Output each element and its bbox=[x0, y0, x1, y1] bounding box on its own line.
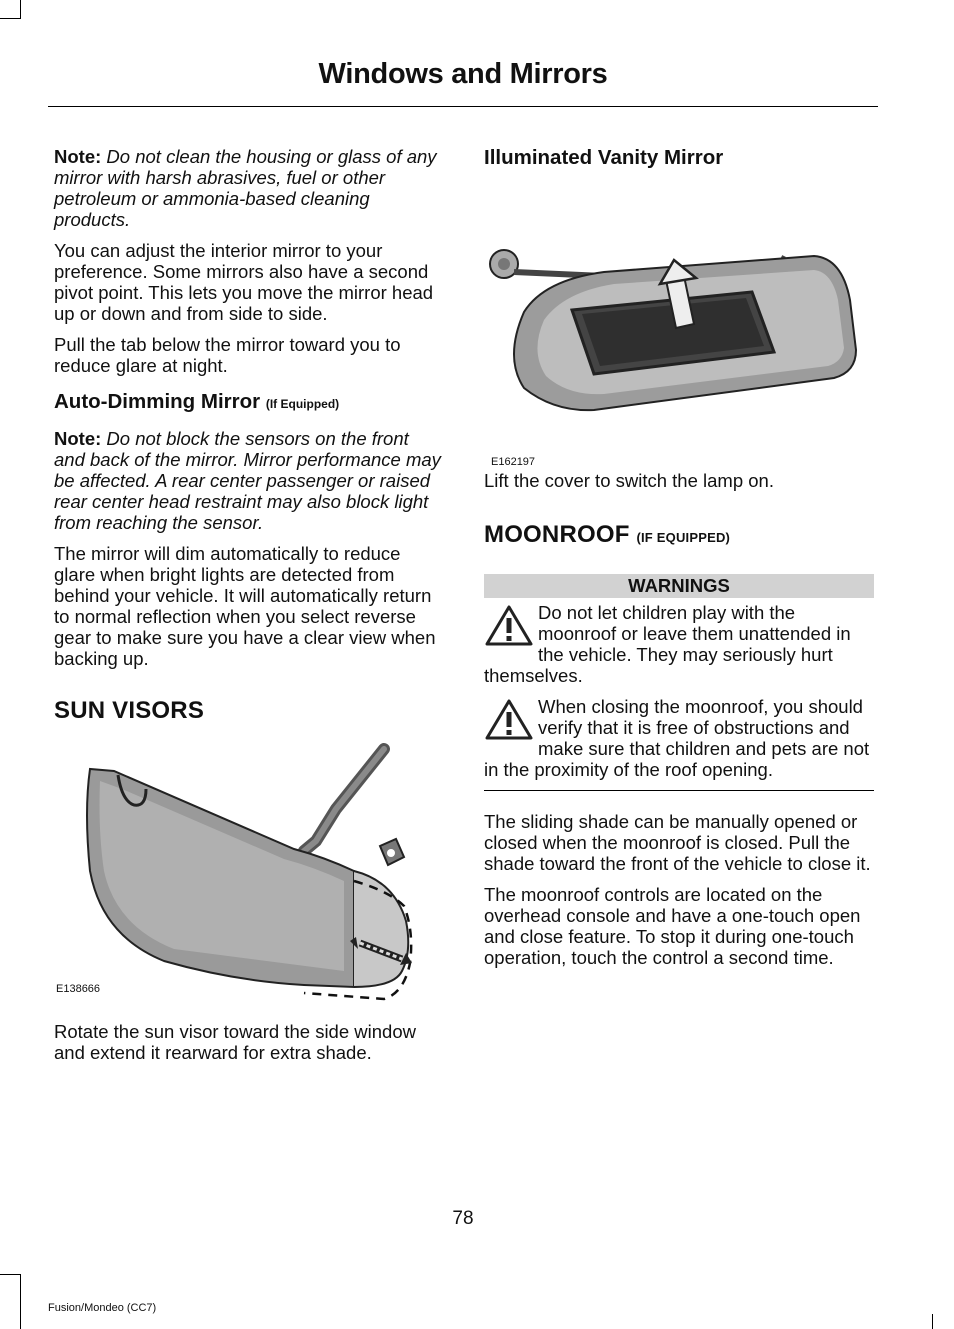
right-column bbox=[484, 146, 874, 978]
warning-children: Do not let children play with the moonroof or leave them unattended in the vehicle. They may seriously hurt themselves. bbox=[484, 602, 851, 686]
figure-id: E138666 bbox=[56, 983, 101, 995]
warning-triangle-icon bbox=[484, 698, 534, 742]
crop-mark bbox=[932, 1314, 933, 1329]
vanity-mirror-illustration bbox=[484, 180, 874, 440]
heading-moonroof: MOONROOF (IF EQUIPPED) bbox=[484, 521, 731, 548]
vanity-mirror-figure bbox=[484, 180, 874, 468]
page-title: Windows and Mirrors bbox=[318, 58, 608, 90]
paragraph-sliding-shade: The sliding shade can be manually opened or closed when the moonroof is closed. Pull the shade toward the front of the vehicle to close it. bbox=[484, 811, 871, 874]
warning-closing: When closing the moonroof, you should verify that it is free of obstructions and make sure that children and pets are not in the proximity of the roof opening. bbox=[484, 696, 870, 780]
paragraph-moonroof-controls: The moonroof controls are located on the overhead console and have a one-touch open and close feature. To stop it during one-touch operation, touch the control a second time. bbox=[484, 884, 861, 968]
paragraph-auto-dim: The mirror will dim automatically to reduce glare when bright lights are detected from behind your vehicle. It will automatically return to normal reflection when you select reverse gear to make sure you have a clear view when backing up. bbox=[54, 543, 436, 669]
heading-auto-dimming: Auto-Dimming Mirror (If Equipped) bbox=[54, 390, 340, 413]
sun-visor-illustration bbox=[54, 731, 444, 1021]
paragraph-pull-tab: Pull the tab below the mirror toward you to reduce glare at night. bbox=[54, 334, 401, 376]
sun-visor-figure bbox=[54, 731, 444, 1021]
crop-mark bbox=[0, 18, 20, 19]
heading-sun-visors: SUN VISORS bbox=[54, 697, 205, 724]
page-number: 78 bbox=[452, 1208, 474, 1229]
heading-vanity-mirror: Illuminated Vanity Mirror bbox=[484, 146, 724, 169]
warnings-end-rule bbox=[484, 790, 874, 791]
paragraph-rotate-visor: Rotate the sun visor toward the side window and extend it rearward for extra shade. bbox=[54, 1021, 416, 1063]
paragraph-adjust-mirror: You can adjust the interior mirror to your preference. Some mirrors also have a second pivot point. This lets you move the mirror head up or down and from side to side. bbox=[54, 240, 434, 324]
crop-mark bbox=[0, 1274, 20, 1275]
footer-model: Fusion/Mondeo (CC7) bbox=[48, 1302, 157, 1314]
crop-mark bbox=[20, 1274, 21, 1329]
note-cleaning: Note: Do not clean the housing or glass of any mirror with harsh abrasives, fuel or other petroleum or ammonia-based cleaning products. bbox=[54, 146, 437, 230]
warning-triangle-icon bbox=[484, 604, 534, 648]
warnings-header: WARNINGS bbox=[484, 574, 874, 598]
crop-mark bbox=[20, 0, 21, 19]
paragraph-lift-cover: Lift the cover to switch the lamp on. bbox=[484, 470, 774, 491]
left-column bbox=[54, 146, 444, 1073]
figure-id: E162197 bbox=[491, 456, 536, 468]
title-rule bbox=[48, 106, 878, 107]
note-sensors: Note: Do not block the sensors on the front and back of the mirror. Mirror performance may be affected. A rear center passenger or raised rear center head restraint may also block light from reaching the sensor. bbox=[54, 428, 441, 533]
